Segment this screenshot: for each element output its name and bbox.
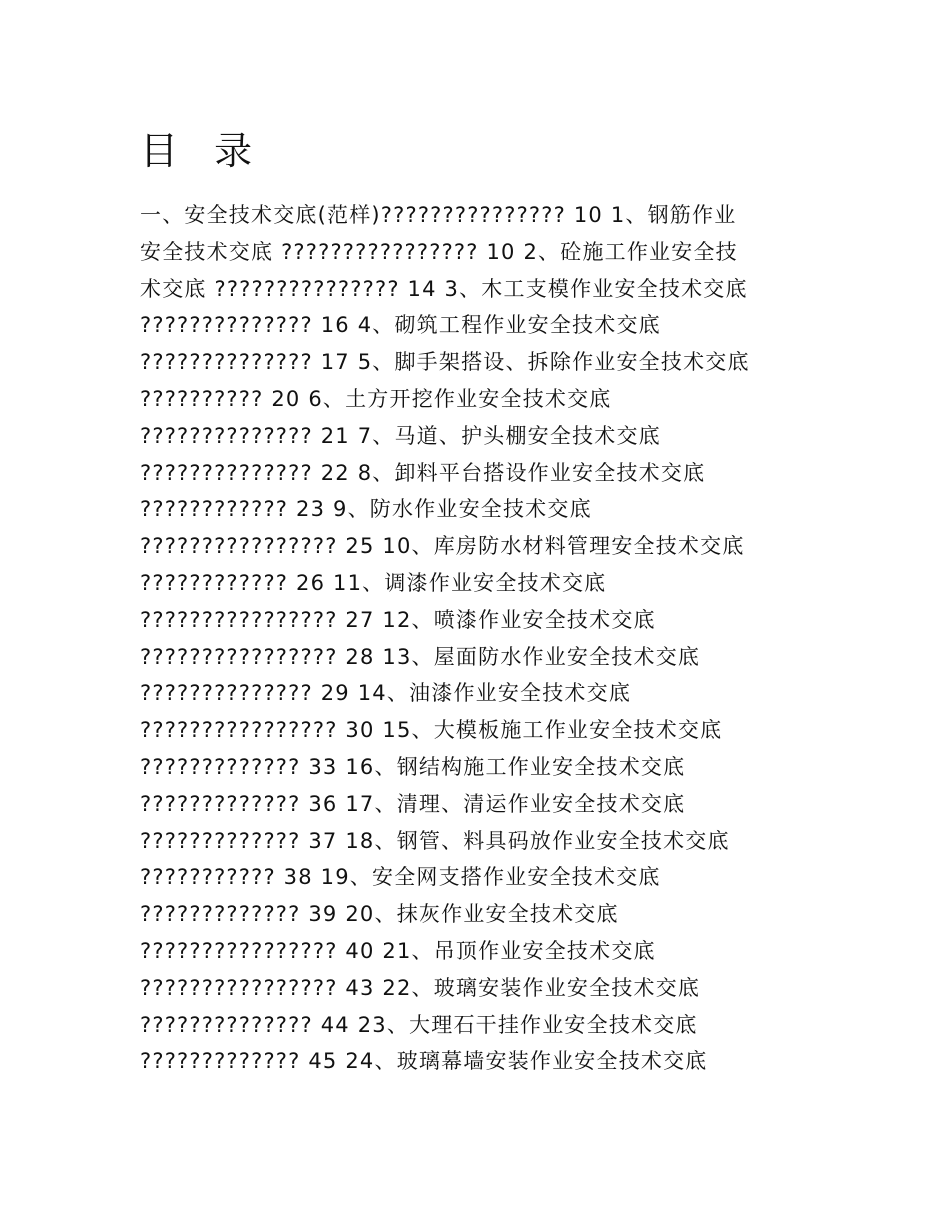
toc-line: ?????????? 20 6、土方开挖作业安全技术交底 bbox=[140, 386, 612, 411]
toc-line: ?????????????? 21 7、马道、护头棚安全技术交底 bbox=[140, 423, 661, 448]
toc-line: ???????????? 23 9、防水作业安全技术交底 bbox=[140, 497, 592, 522]
toc-line: 安全技术交底 ???????????????? 10 2、砼施工作业安全技 bbox=[140, 239, 738, 264]
toc-body bbox=[140, 197, 840, 1080]
toc-line: ?????????????? 16 4、砌筑工程作业安全技术交底 bbox=[140, 313, 661, 338]
toc-line: ????????????? 33 16、钢结构施工作业安全技术交底 bbox=[140, 754, 686, 779]
toc-title: 目 录 bbox=[140, 129, 265, 173]
toc-line: ???????????????? 40 21、吊顶作业安全技术交底 bbox=[140, 938, 656, 963]
toc-line: ???????????????? 30 15、大模板施工作业安全技术交底 bbox=[140, 718, 723, 743]
toc-line: ??????????? 38 19、安全网支搭作业安全技术交底 bbox=[140, 865, 661, 890]
toc-line: 术交底 ??????????????? 14 3、木工支模作业安全技术交底 bbox=[140, 276, 748, 301]
toc-line: ???????????????? 27 12、喷漆作业安全技术交底 bbox=[140, 607, 656, 632]
toc-line: ???????????????? 28 13、屋面防水作业安全技术交底 bbox=[140, 644, 701, 669]
toc-line: ????????????? 37 18、钢管、料具码放作业安全技术交底 bbox=[140, 828, 730, 853]
toc-line: ?????????????? 22 8、卸料平台搭设作业安全技术交底 bbox=[140, 460, 706, 485]
toc-line: ?????????????? 29 14、油漆作业安全技术交底 bbox=[140, 681, 632, 706]
toc-line: ????????????? 45 24、玻璃幕墙安装作业安全技术交底 bbox=[140, 1049, 708, 1074]
toc-line: ?????????????? 44 23、大理石干挂作业安全技术交底 bbox=[140, 1012, 698, 1037]
toc-line: ?????????????? 17 5、脚手架搭设、拆除作业安全技术交底 bbox=[140, 350, 750, 375]
toc-line: 一、安全技术交底(范样)??????????????? 10 1、钢筋作业 bbox=[140, 203, 737, 227]
toc-line: ???????????????? 25 10、库房防水材料管理安全技术交底 bbox=[140, 534, 745, 559]
toc-line: ???????????????? 43 22、玻璃安装作业安全技术交底 bbox=[140, 975, 701, 1000]
toc-line: ????????????? 36 17、清理、清运作业安全技术交底 bbox=[140, 791, 686, 816]
toc-line: ????????????? 39 20、抹灰作业安全技术交底 bbox=[140, 902, 619, 927]
toc-line: ???????????? 26 11、调漆作业安全技术交底 bbox=[140, 570, 607, 595]
